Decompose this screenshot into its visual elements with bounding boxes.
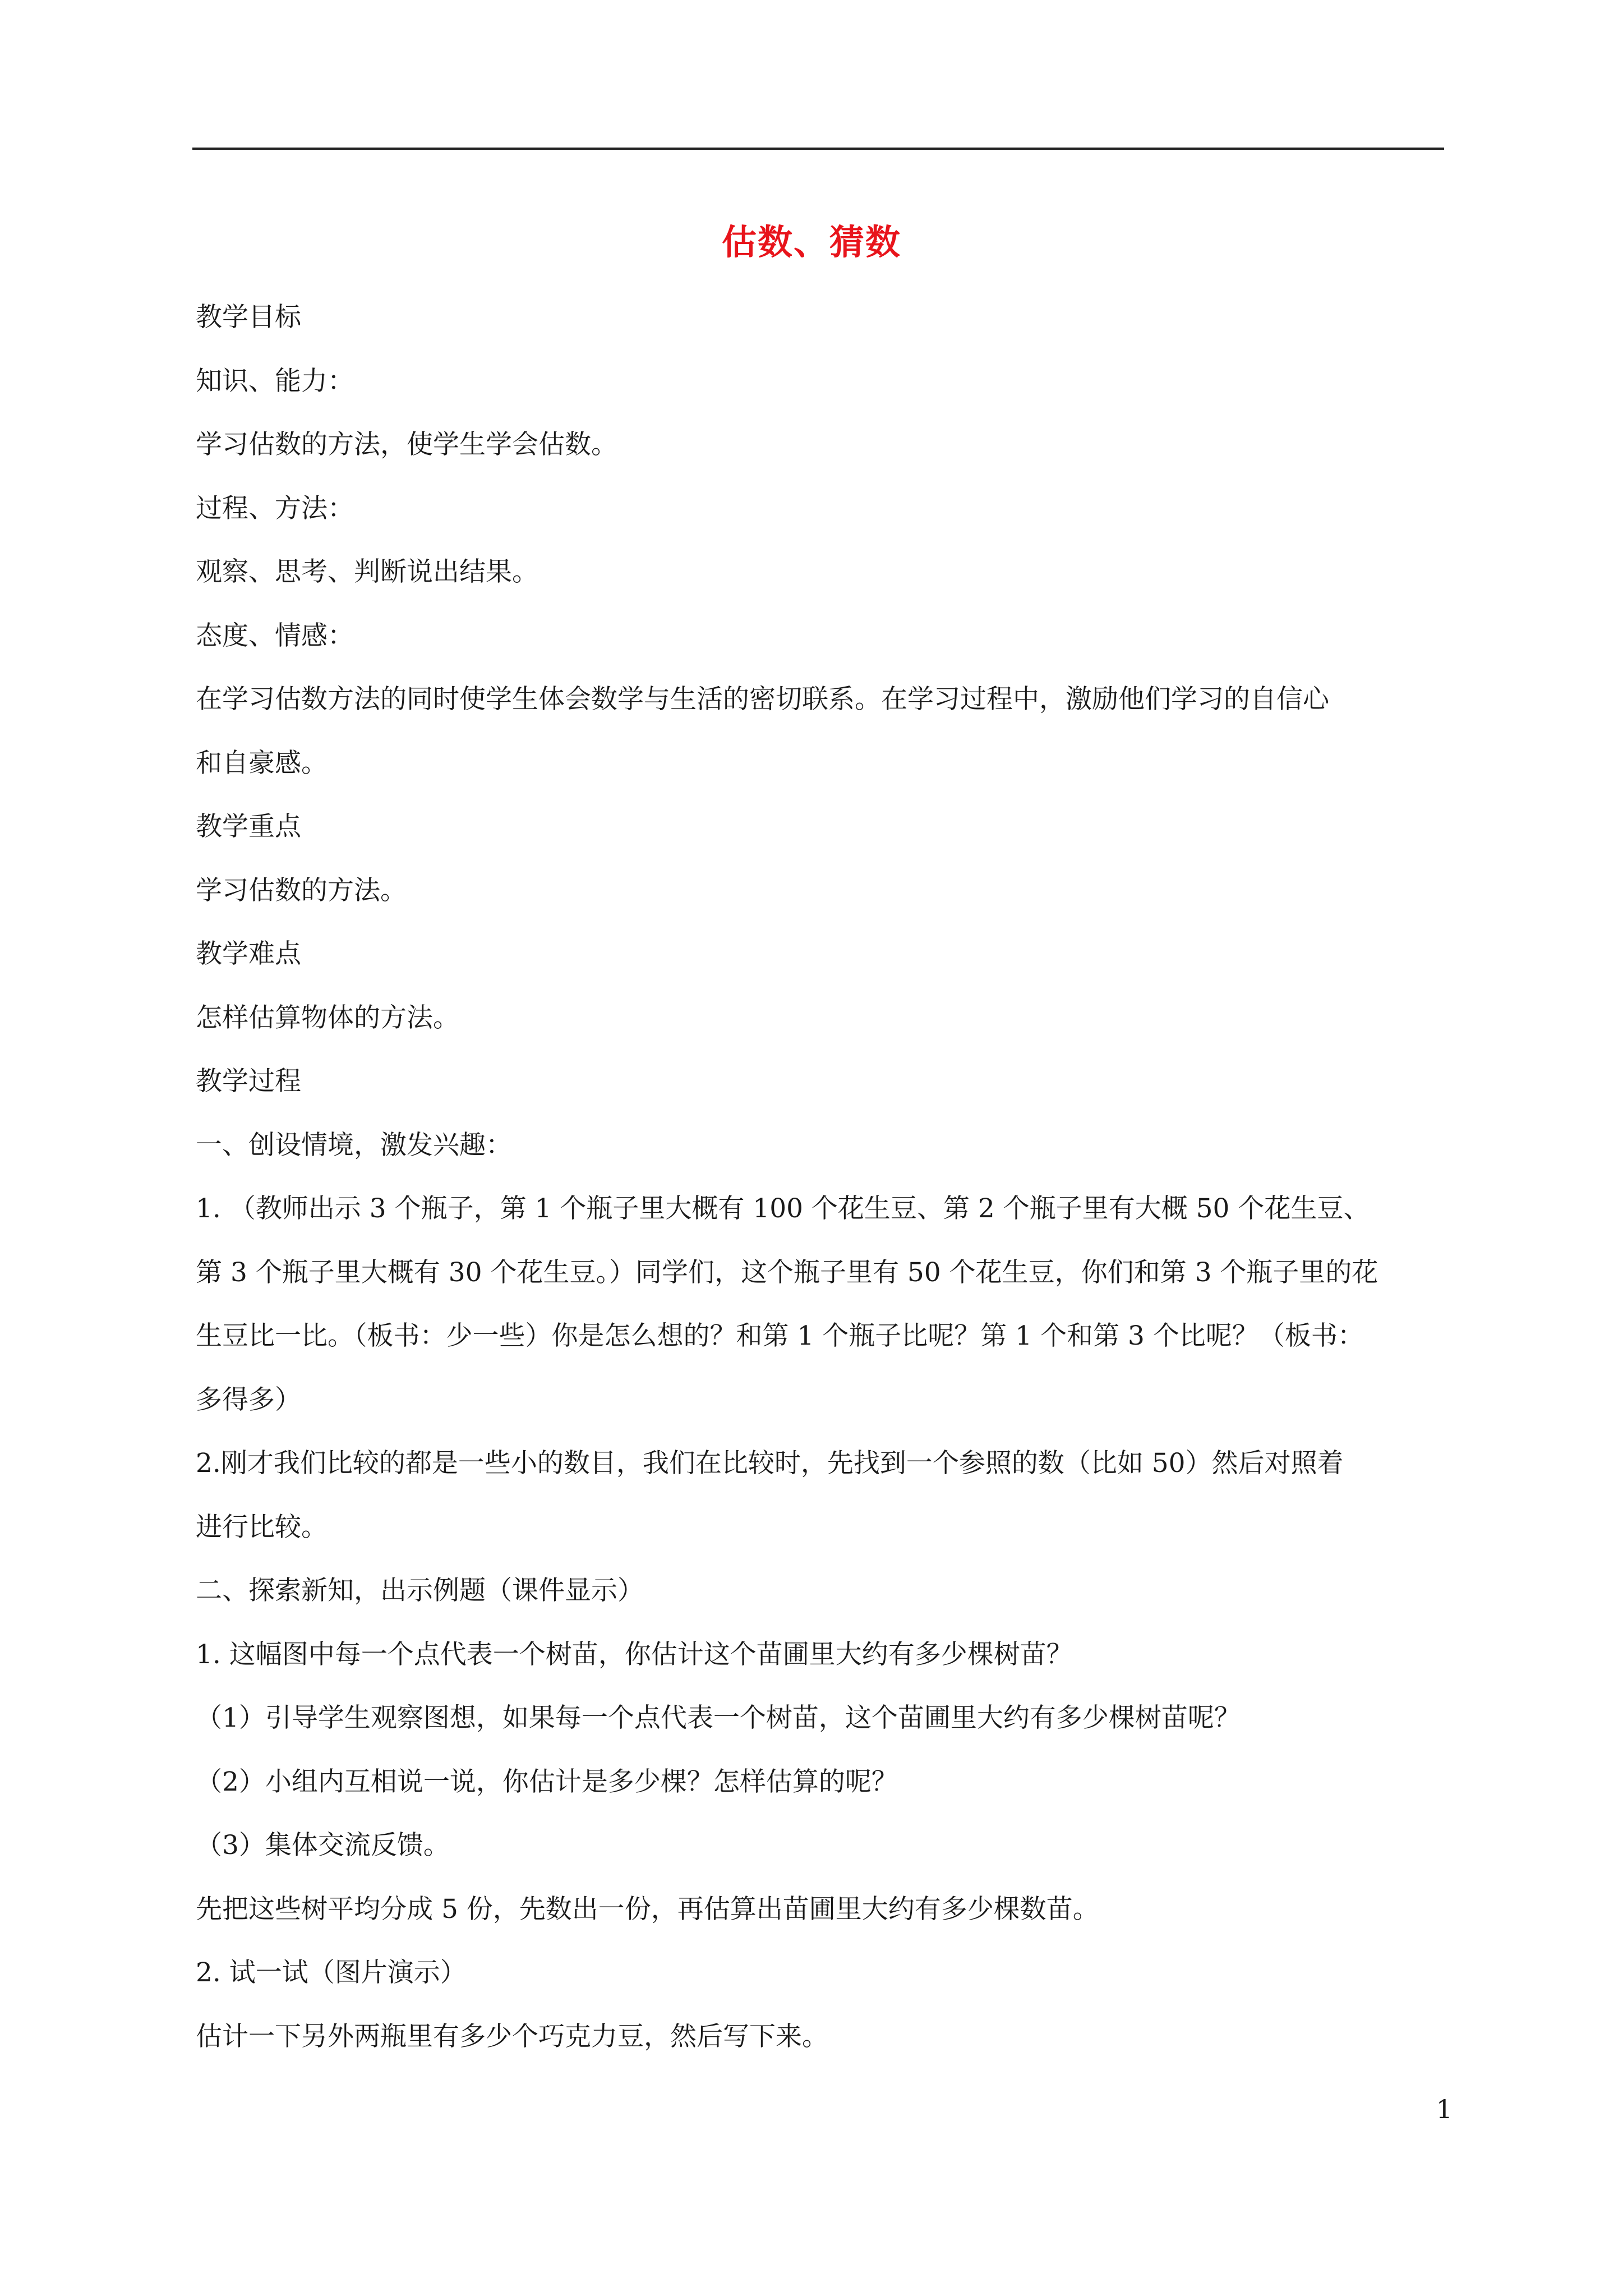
paragraph-line: 观察、思考、判断说出结果。 [196,556,538,587]
header-rule [192,148,1444,150]
subheading-part-two: 二、探索新知，出示例题（课件显示） [196,1575,644,1606]
paragraph-line: 和自豪感。 [196,747,328,779]
paragraph-line: 怎样估算物体的方法。 [196,1002,459,1033]
subheading-attitude: 态度、情感： [196,620,354,651]
paragraph-line: （3）集体交流反馈。 [196,1830,450,1861]
paragraph-line: 多得多） [196,1384,301,1415]
document-title: 估数、猜数 [721,222,901,263]
paragraph-line: 2.刚才我们比较的都是一些小的数目，我们在比较时，先找到一个参照的数（比如 50）然后对照着 [196,1448,1344,1479]
paragraph-line: 1. （教师出示 3 个瓶子，第 1 个瓶子里大概有 100 个花生豆、第 2 个瓶子里有大概 50 个花生豆、 [196,1193,1370,1224]
section-heading-process: 教学过程 [196,1066,301,1097]
paragraph-line: （1）引导学生观察图想，如果每一个点代表一个树苗，这个苗圃里大约有多少棵树苗呢？ [196,1703,1241,1733]
document-body [196,286,1445,2068]
paragraph-line: 学习估数的方法，使学生学会估数。 [196,429,617,460]
section-heading-objectives: 教学目标 [196,302,301,333]
paragraph-line: 生豆比一比。（板书：少一些）你是怎么想的？和第 1 个瓶子比呢？第 1 个和第 3 个比呢？（板书： [196,1320,1364,1351]
subheading-part-one: 一、创设情境，激发兴趣： [196,1129,512,1161]
paragraph-line: （2）小组内互相说一说，你估计是多少棵？怎样估算的呢？ [196,1766,898,1797]
section-heading-difficulties: 教学难点 [196,938,301,969]
section-heading-key-points: 教学重点 [196,811,301,842]
paragraph-line: 估计一下另外两瓶里有多少个巧克力豆，然后写下来。 [196,2021,828,2052]
paragraph-line: 进行比较。 [196,1511,328,1543]
subheading-process: 过程、方法： [196,493,354,524]
paragraph-line: 在学习估数方法的同时使学生体会数学与生活的密切联系。在学习过程中，激励他们学习的自信心 [196,684,1329,715]
paragraph-line: 先把这些树平均分成 5 份，先数出一份，再估算出苗圃里大约有多少棵数苗。 [196,1893,1099,1925]
page-number: 1 [1436,2094,1453,2124]
paragraph-line: 1. 这幅图中每一个点代表一个树苗，你估计这个苗圃里大约有多少棵树苗？ [196,1639,1073,1670]
paragraph-line: 第 3 个瓶子里大概有 30 个花生豆。）同学们，这个瓶子里有 50 个花生豆，你们和第 3 个瓶子里的花 [196,1257,1378,1288]
paragraph-line: 学习估数的方法。 [196,875,407,906]
subheading-knowledge: 知识、能力： [196,365,354,397]
paragraph-line: 2. 试一试（图片演示） [196,1957,467,1988]
